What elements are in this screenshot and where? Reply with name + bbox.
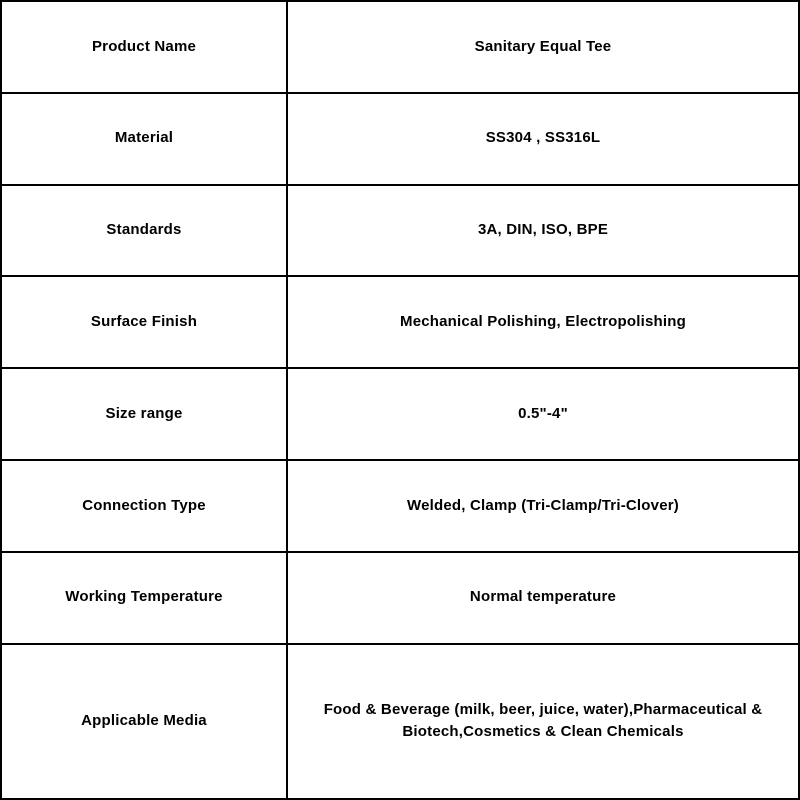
spec-value-surface-finish: Mechanical Polishing, Electropolishing	[287, 276, 799, 368]
spec-label-surface-finish: Surface Finish	[1, 276, 287, 368]
spec-label-applicable-media: Applicable Media	[1, 644, 287, 799]
table-row	[1, 185, 799, 277]
spec-label-product-name: Product Name	[1, 1, 287, 93]
table-row	[1, 368, 799, 460]
table-row	[1, 644, 799, 799]
spec-label-standards: Standards	[1, 185, 287, 277]
table-row	[1, 276, 799, 368]
spec-value-product-name: Sanitary Equal Tee	[287, 1, 799, 93]
spec-value-working-temperature: Normal temperature	[287, 552, 799, 644]
spec-label-material: Material	[1, 93, 287, 185]
spec-value-applicable-media: Food & Beverage (milk, beer, juice, water),Pharmaceutical & Biotech,Cosmetics & Clean Chemicals	[287, 644, 799, 799]
spec-value-standards: 3A, DIN, ISO, BPE	[287, 185, 799, 277]
spec-value-connection-type: Welded, Clamp (Tri-Clamp/Tri-Clover)	[287, 460, 799, 552]
table-row	[1, 552, 799, 644]
table-row	[1, 460, 799, 552]
spec-value-material: SS304 , SS316L	[287, 93, 799, 185]
spec-label-working-temperature: Working Temperature	[1, 552, 287, 644]
spec-value-size-range: 0.5"-4"	[287, 368, 799, 460]
table-row	[1, 1, 799, 93]
spec-label-connection-type: Connection Type	[1, 460, 287, 552]
table-row	[1, 93, 799, 185]
spec-label-size-range: Size range	[1, 368, 287, 460]
